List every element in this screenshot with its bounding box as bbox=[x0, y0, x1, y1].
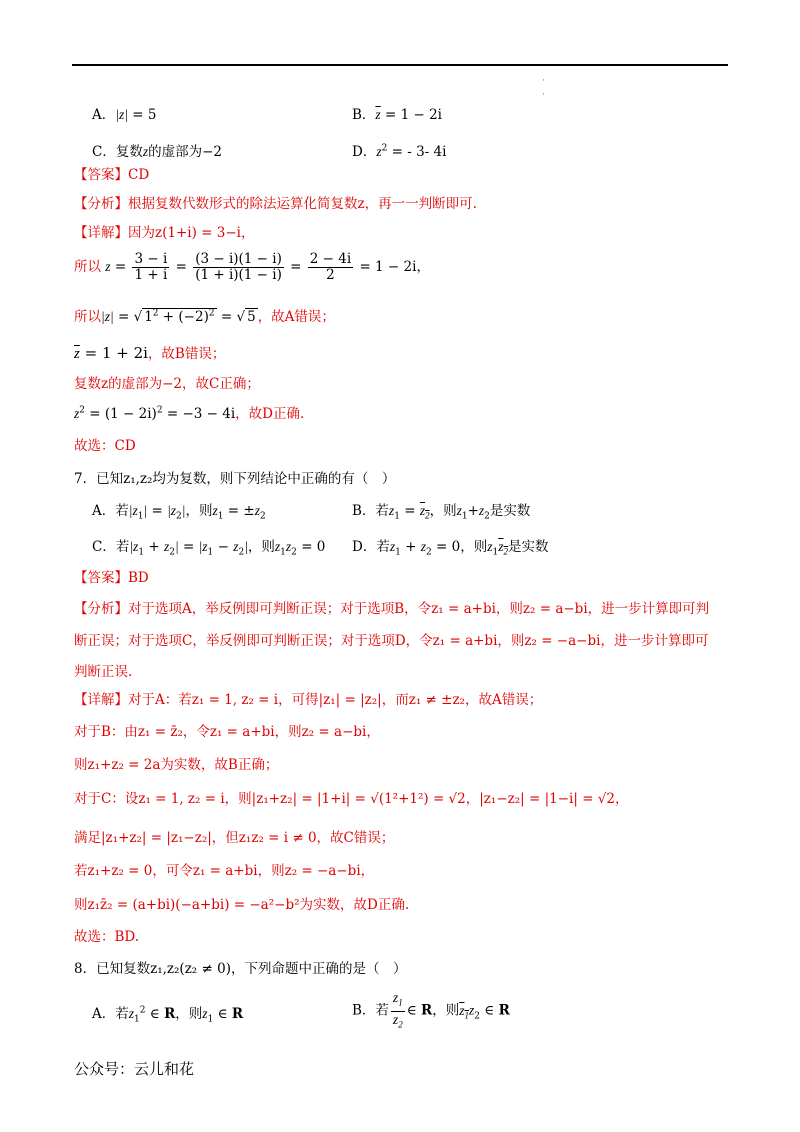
q7-analysis-line2: 断正误；对于选项C，举反例即可判断正误；对于选项D，令z₁ = a+bi，则z₂ = −a−bi，进一步计算即可 bbox=[74, 633, 709, 649]
q7-option-c: C．若$|z_1 + z_2| = |z_1 - z_2|$，则$z_1z_2 = 0$ bbox=[92, 539, 326, 558]
q8-option-b: B．若 $\frac{z_1}{z_2}$ ∈ R，则$z_1z_2$ ∈ R bbox=[352, 990, 510, 1030]
q6-analysis: 【分析】根据复数代数形式的除法运算化简复数z，再一一判断即可. bbox=[74, 196, 477, 212]
q6-option-b: B．$\overline{z} = 1 - 2i$ bbox=[352, 107, 442, 123]
q7-analysis-line1: 【分析】对于选项A，举反例即可判断正误；对于选项B，令z₁ = a+bi，则z₂ = a−bi，进一步计算即可判 bbox=[74, 601, 710, 617]
q7-detail-b1: 对于B：由z₁ = z̄₂，令z₁ = a+bi，则z₂ = a−bi， bbox=[74, 724, 380, 740]
q6-answer: 【答案】CD bbox=[74, 167, 150, 183]
q6-choose: 故选：CD bbox=[74, 438, 136, 454]
q6-detail-step2: 所以|z| = √ $1^2 + (-2)^2$ = √ 5 ，故A错误； bbox=[74, 308, 335, 325]
q7-detail-d1: 若z₁+z₂ = 0，可令z₁ = a+bi，则z₂ = −a−bi， bbox=[74, 863, 375, 879]
q7-detail-a: 【详解】对于A：若z₁ = 1, z₂ = i，可得|z₁| = |z₂|，而z₁ ≠ ±z₂，故A错误； bbox=[74, 692, 543, 708]
q7-option-a: A．若$|z_1| = |z_2|$，则$z_1 = \pm z_2$ bbox=[92, 503, 266, 522]
q7-stem: 7．已知z₁,z₂均为复数，则下列结论中正确的有（ ） bbox=[74, 471, 396, 487]
q6-detail-step5: $z^2 = (1 - 2i)^2 = -3 - 4i$，故D正确. bbox=[74, 405, 305, 422]
q6-option-d: D．$z^2$ = - 3- 4i bbox=[352, 143, 447, 160]
q6-option-c: C．复数z的虚部为−2 bbox=[92, 144, 223, 160]
q6-detail-step4: 复数z的虚部为−2，故C正确； bbox=[74, 376, 260, 392]
q7-analysis-line3: 判断正误. bbox=[74, 664, 133, 680]
footer-wechat-account: 公众号：云儿和花 bbox=[74, 1060, 195, 1078]
q6-step1-prefix: 所以 bbox=[74, 259, 101, 275]
q7-detail-c2: 满足|z₁+z₂| = |z₁−z₂|，但z₁z₂ = i ≠ 0，故C错误； bbox=[74, 830, 395, 846]
q6-detail-intro: 【详解】因为z(1+i) = 3−i， bbox=[74, 225, 255, 241]
q6-option-a: A．|z| = 5 bbox=[92, 107, 157, 123]
q7-answer: 【答案】BD bbox=[74, 570, 149, 586]
header-rule bbox=[72, 64, 728, 66]
q7-choose: 故选：BD. bbox=[74, 929, 140, 945]
q8-stem: 8．已知复数z₁,z₂(z₂ ≠ 0)，下列命题中正确的是（ ） bbox=[74, 961, 407, 977]
q7-detail-b2: 则z₁+z₂ = 2a为实数，故B正确； bbox=[74, 757, 279, 773]
corner-dots: · · bbox=[542, 76, 545, 100]
q6-detail-step1: 所以 z = $\frac{3 - i}{1 + i}$ = $\frac{(3 - i)(1 - i)}{(1 + i)(1 - i)}$ = $\frac{2 - 4i}{2}$ = 1 − 2i， bbox=[74, 251, 430, 283]
q6-detail-step3: $\overline{z} = 1 + 2i$，故B错误； bbox=[74, 344, 226, 362]
q7-option-b: B．若$z_1 = z_2$，则$z_1+z_2$是实数 bbox=[352, 503, 531, 522]
q7-detail-c1: 对于C：设z₁ = 1, z₂ = i，则|z₁+z₂| = |1+i| = √(1²+1²) = √2，|z₁−z₂| = |1−i| = √2， bbox=[74, 791, 629, 807]
q8-option-a: A．若$z_1^2$ ∈ R，则$z_1$ ∈ R bbox=[92, 1005, 244, 1025]
q7-detail-d2: 则z₁z̄₂ = (a+bi)(−a+bi) = −a²−b²为实数，故D正确. bbox=[74, 897, 410, 913]
q7-option-d: D．若$z_1 + z_2 = 0$，则$z_1z_2$是实数 bbox=[352, 539, 549, 558]
